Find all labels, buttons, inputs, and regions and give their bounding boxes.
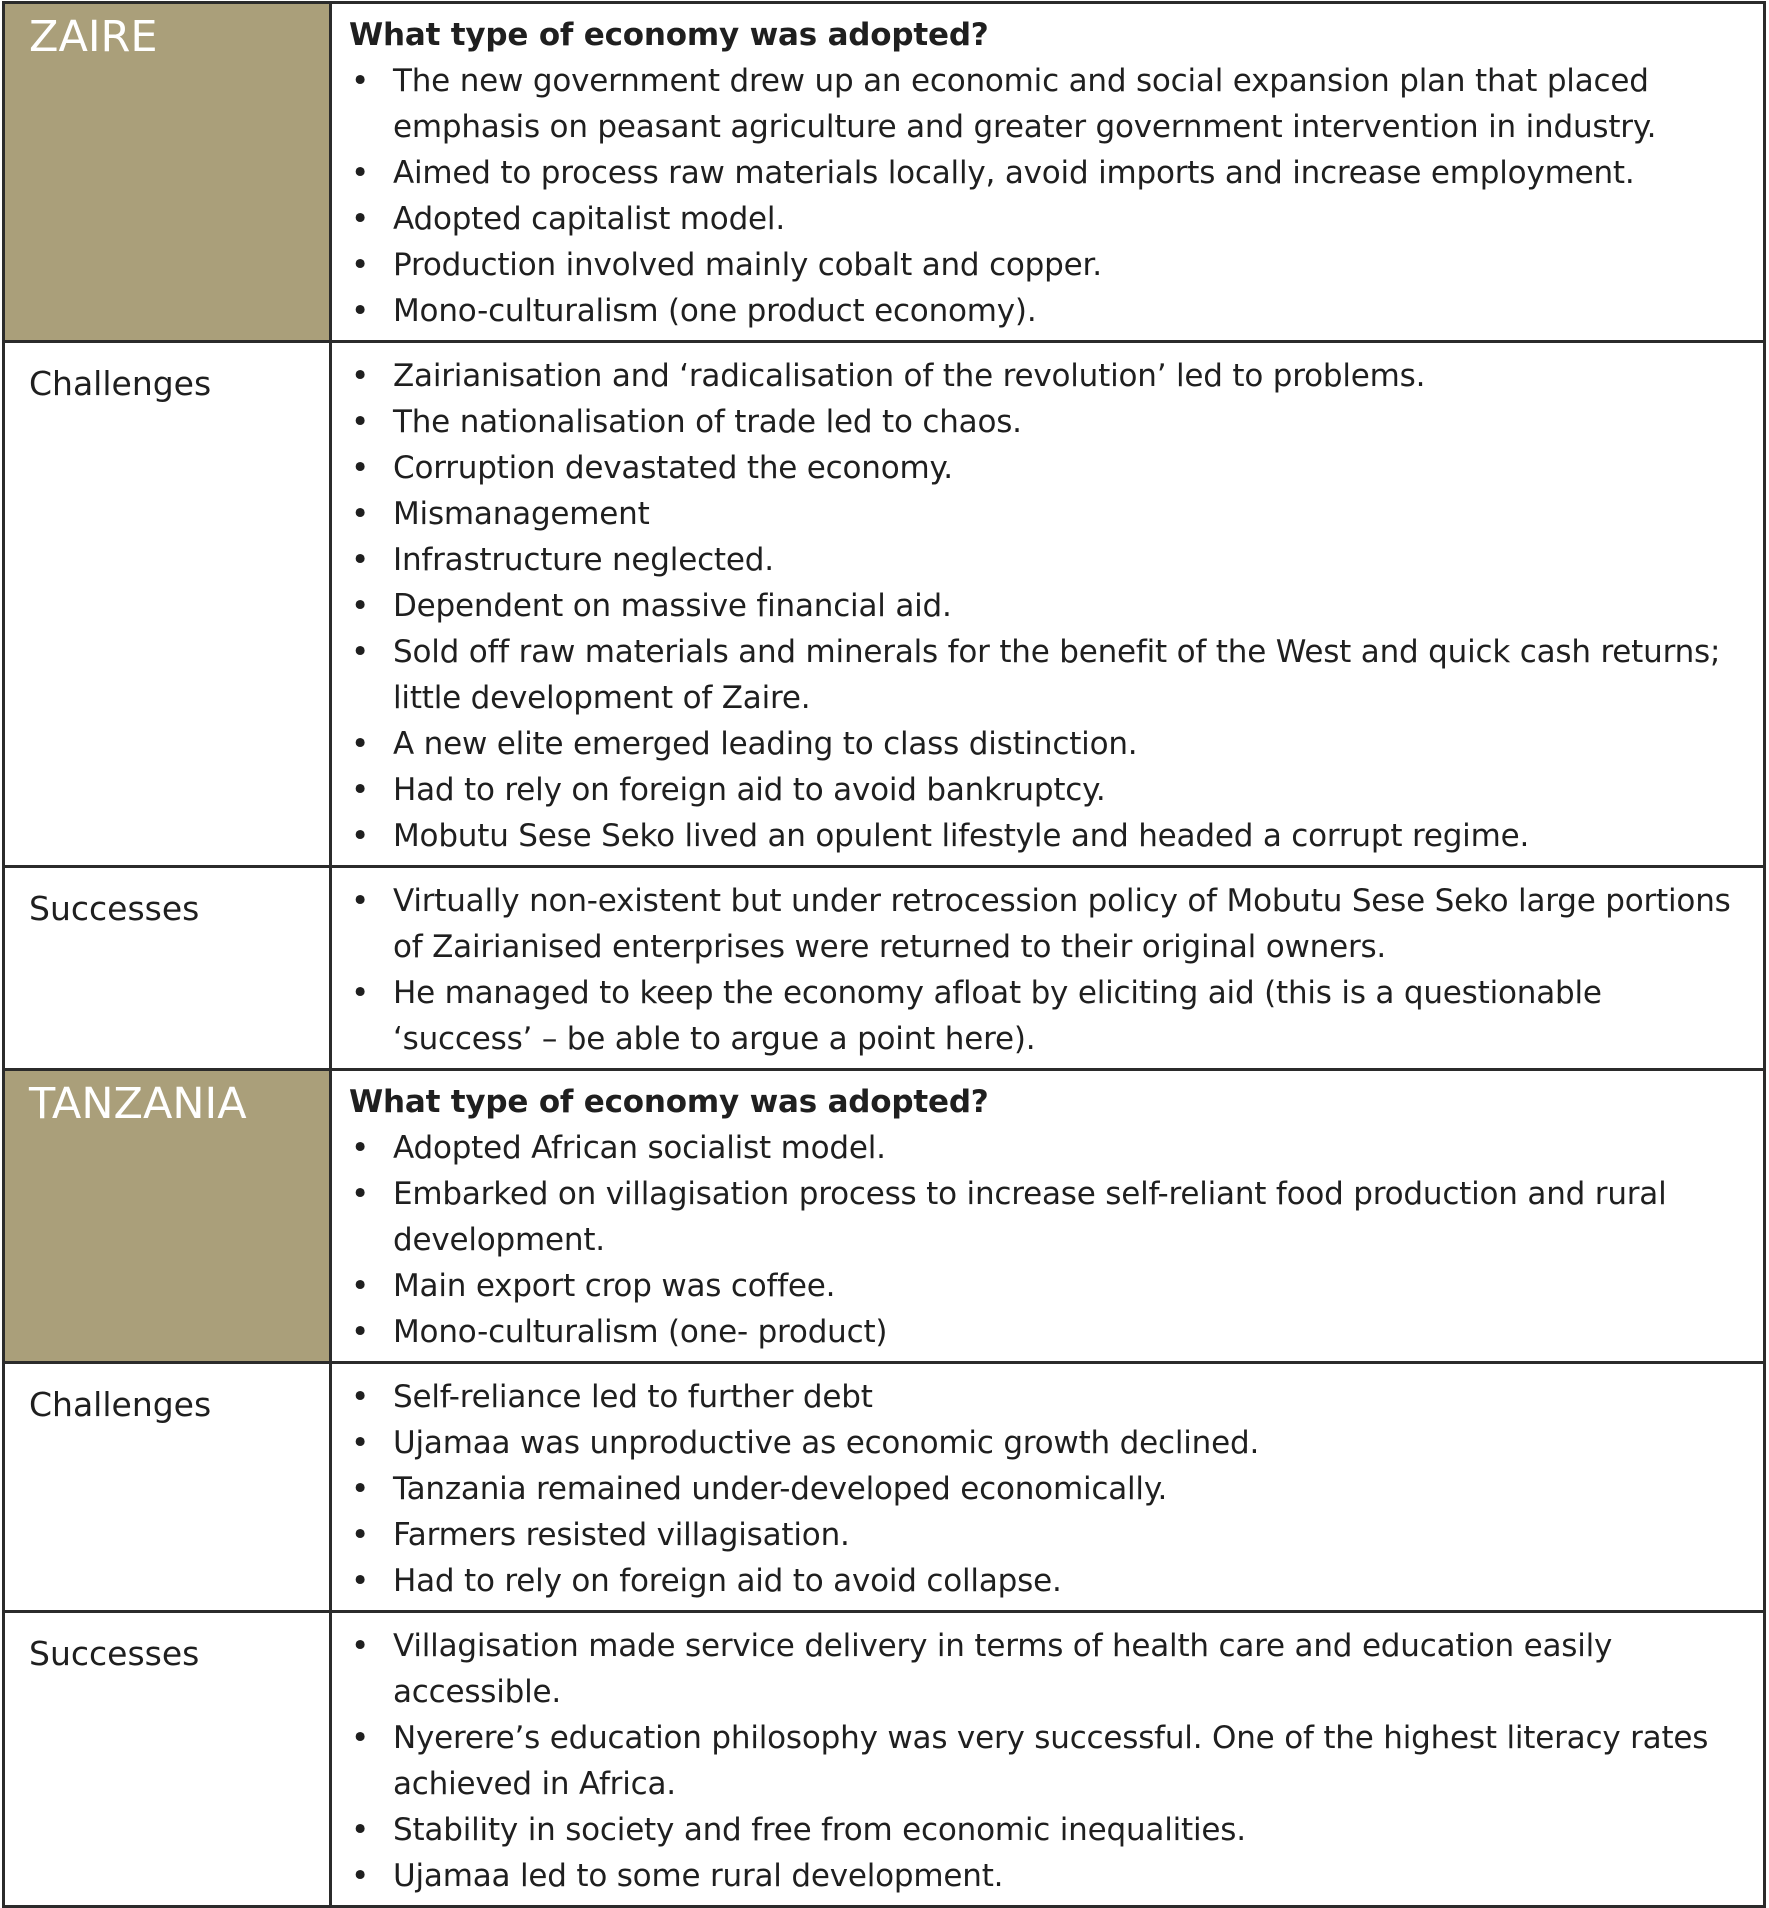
bullet-icon: •	[351, 542, 370, 578]
challenges-cell	[331, 342, 1765, 867]
bullet-text: Mono-culturalism (one product economy).	[393, 293, 1037, 329]
bullet-list	[349, 1374, 1743, 1604]
country-label-tanzania	[4, 1070, 331, 1363]
bullet-text: Had to rely on foreign aid to avoid bankruptcy.	[393, 772, 1106, 808]
bullet-item	[349, 1466, 1743, 1512]
bullet-item	[349, 1263, 1743, 1309]
bullet-text: Ujamaa was unproductive as economic growth declined.	[393, 1425, 1260, 1461]
bullet-text: Main export crop was coffee.	[393, 1268, 836, 1304]
section-label	[4, 342, 331, 867]
bullet-icon: •	[351, 1563, 370, 1599]
bullet-text: Farmers resisted villagisation.	[393, 1517, 850, 1553]
bullet-text: Mono-culturalism (one- product)	[393, 1314, 888, 1350]
bullet-item	[349, 878, 1743, 970]
bullet-icon: •	[351, 975, 370, 1011]
bullet-item	[349, 629, 1743, 721]
bullet-item	[349, 1715, 1743, 1807]
bullet-text: Production involved mainly cobalt and copper.	[393, 247, 1102, 283]
bullet-text: Dependent on massive financial aid.	[393, 588, 952, 624]
bullet-item	[349, 1853, 1743, 1899]
bullet-text: A new elite emerged leading to class distinction.	[393, 726, 1138, 762]
bullet-item	[349, 399, 1743, 445]
bullet-item	[349, 242, 1743, 288]
bullet-icon: •	[351, 1314, 370, 1350]
bullet-list	[349, 878, 1743, 1062]
section-label	[4, 1612, 331, 1907]
bullet-icon: •	[351, 1517, 370, 1553]
bullet-icon: •	[351, 201, 370, 237]
country-name: ZAIRE	[29, 12, 158, 62]
challenges-cell	[331, 1363, 1765, 1612]
bullet-item	[349, 767, 1743, 813]
country-name: TANZANIA	[29, 1079, 247, 1129]
bullet-item	[349, 1807, 1743, 1853]
bullet-item	[349, 150, 1743, 196]
bullet-text: Adopted African socialist model.	[393, 1130, 886, 1166]
bullet-icon: •	[351, 588, 370, 624]
bullet-text: Infrastructure neglected.	[393, 542, 774, 578]
bullet-item	[349, 970, 1743, 1062]
bullet-icon: •	[351, 1130, 370, 1166]
bullet-item	[349, 1420, 1743, 1466]
bullet-item	[349, 537, 1743, 583]
bullet-item	[349, 1558, 1743, 1604]
bullet-text: Nyerere’s education philosophy was very successful. One of the highest literacy rates achieved in Africa.	[393, 1720, 1709, 1802]
bullet-text: The nationalisation of trade led to chaos.	[393, 404, 1022, 440]
bullet-text: Zairianisation and ‘radicalisation of the revolution’ led to problems.	[393, 358, 1426, 394]
bullet-text: Adopted capitalist model.	[393, 201, 785, 237]
bullet-icon: •	[351, 1379, 370, 1415]
bullet-text: Embarked on villagisation process to increase self-reliant food production and rural development.	[393, 1176, 1667, 1258]
section-label-text: Challenges	[29, 1385, 212, 1424]
bullet-icon: •	[351, 818, 370, 854]
section-label	[4, 1363, 331, 1612]
bullet-icon: •	[351, 1858, 370, 1894]
bullet-icon: •	[351, 404, 370, 440]
bullet-icon: •	[351, 1425, 370, 1461]
bullet-icon: •	[351, 883, 370, 919]
bullet-icon: •	[351, 63, 370, 99]
bullet-icon: •	[351, 1268, 370, 1304]
bullet-item	[349, 1125, 1743, 1171]
bullet-text: Self-reliance led to further debt	[393, 1379, 873, 1415]
bullet-list	[349, 353, 1743, 859]
bullet-text: Mismanagement	[393, 496, 650, 532]
bullet-icon: •	[351, 1176, 370, 1212]
bullet-text: Virtually non-existent but under retrocession policy of Mobutu Sese Seko large portions of Zairianised enterprises were returned to their original owners.	[393, 883, 1731, 965]
bullet-text: Stability in society and free from economic inequalities.	[393, 1812, 1246, 1848]
zaire-successes-row	[4, 867, 1765, 1070]
bullet-item	[349, 1512, 1743, 1558]
bullet-item	[349, 353, 1743, 399]
economy-question: What type of economy was adopted?	[349, 1084, 989, 1120]
successes-cell	[331, 867, 1765, 1070]
economy-comparison-table	[2, 1, 1766, 1908]
bullet-text: Tanzania remained under-developed economically.	[393, 1471, 1168, 1507]
bullet-list	[349, 58, 1743, 334]
bullet-item	[349, 813, 1743, 859]
bullet-icon: •	[351, 1720, 370, 1756]
bullet-text: Corruption devastated the economy.	[393, 450, 953, 486]
bullet-icon: •	[351, 358, 370, 394]
economy-cell	[331, 1070, 1765, 1363]
bullet-item	[349, 196, 1743, 242]
bullet-text: He managed to keep the economy afloat by eliciting aid (this is a questionable ‘success’ – be able to argue a point here).	[393, 975, 1602, 1057]
tanzania-challenges-row	[4, 1363, 1765, 1612]
bullet-icon: •	[351, 496, 370, 532]
bullet-text: Ujamaa led to some rural development.	[393, 1858, 1004, 1894]
section-label	[4, 867, 331, 1070]
bullet-icon: •	[351, 155, 370, 191]
bullet-item	[349, 1374, 1743, 1420]
bullet-item	[349, 721, 1743, 767]
bullet-item	[349, 1623, 1743, 1715]
bullet-icon: •	[351, 1471, 370, 1507]
bullet-item	[349, 1309, 1743, 1355]
bullet-item	[349, 445, 1743, 491]
bullet-icon: •	[351, 634, 370, 670]
zaire-economy-row	[4, 3, 1765, 342]
bullet-icon: •	[351, 772, 370, 808]
bullet-item	[349, 1171, 1743, 1263]
section-label-text: Challenges	[29, 364, 212, 403]
successes-cell	[331, 1612, 1765, 1907]
country-label-zaire	[4, 3, 331, 342]
zaire-challenges-row	[4, 342, 1765, 867]
bullet-icon: •	[351, 1628, 370, 1664]
bullet-icon: •	[351, 293, 370, 329]
bullet-list	[349, 1623, 1743, 1899]
tanzania-successes-row	[4, 1612, 1765, 1907]
bullet-icon: •	[351, 450, 370, 486]
bullet-icon: •	[351, 247, 370, 283]
tanzania-economy-row	[4, 1070, 1765, 1363]
economy-cell	[331, 3, 1765, 342]
bullet-item	[349, 583, 1743, 629]
section-label-text: Successes	[29, 1634, 200, 1673]
bullet-list	[349, 1125, 1743, 1355]
bullet-text: Villagisation made service delivery in terms of health care and education easily accessible.	[393, 1628, 1613, 1710]
bullet-text: Had to rely on foreign aid to avoid collapse.	[393, 1563, 1062, 1599]
bullet-text: Aimed to process raw materials locally, avoid imports and increase employment.	[393, 155, 1635, 191]
bullet-text: Mobutu Sese Seko lived an opulent lifestyle and headed a corrupt regime.	[393, 818, 1530, 854]
bullet-item	[349, 288, 1743, 334]
bullet-icon: •	[351, 726, 370, 762]
bullet-icon: •	[351, 1812, 370, 1848]
section-label-text: Successes	[29, 889, 200, 928]
bullet-item	[349, 58, 1743, 150]
economy-question: What type of economy was adopted?	[349, 17, 989, 53]
bullet-item	[349, 491, 1743, 537]
bullet-text: Sold off raw materials and minerals for the benefit of the West and quick cash returns; little development of Zaire.	[393, 634, 1721, 716]
bullet-text: The new government drew up an economic and social expansion plan that placed emphasis on peasant agriculture and greater government intervention in industry.	[393, 63, 1657, 145]
